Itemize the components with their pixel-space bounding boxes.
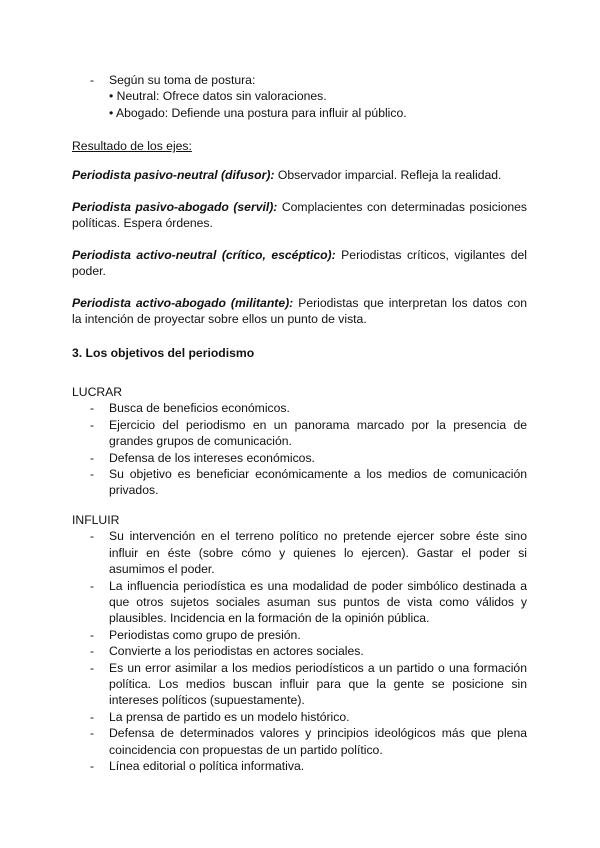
entry-desc: Periodistas que interpretan los datos con la intención de proyectar sobre ellos un punto de vista.	[72, 296, 527, 327]
list-item: - Busca de beneficios económicos.	[90, 401, 290, 416]
resultado-entry	[72, 167, 527, 183]
postura-list	[72, 72, 527, 121]
influir-label: INFLUIR	[72, 513, 120, 527]
entry-term: Periodista pasivo-neutral (difusor):	[72, 168, 275, 182]
section-title: 3. Los objetivos del periodismo	[72, 346, 255, 360]
influir-section	[72, 512, 527, 775]
lucrar-label: LUCRAR	[72, 385, 123, 399]
entry-term: Periodista activo-neutral (crítico, escéptico):	[72, 248, 336, 262]
postura-sub-item: • Neutral: Ofrece datos sin valoraciones.	[109, 89, 327, 104]
list-item: - Línea editorial o política informativa.	[90, 759, 305, 774]
resultado-entry	[72, 199, 527, 232]
postura-sub-item: • Abogado: Defiende una postura para influir al público.	[109, 105, 407, 120]
list-item: - Periodistas como grupo de presión.	[90, 627, 301, 642]
resultado-title: Resultado de los ejes:	[72, 139, 192, 153]
list-item: - Su objetivo es beneficiar económicamente a los medios de comunicación privados.	[90, 467, 527, 498]
entry-term: Periodista pasivo-abogado (servil):	[72, 200, 278, 214]
list-item: - Convierte a los periodistas en actores sociales.	[90, 644, 364, 659]
list-item: - Su intervención en el terreno político no pretende ejercer sobre éste sino influir en éste (sobre cómo y quienes lo ejercen). Gastar el poder si asumimos el poder.	[90, 529, 527, 577]
resultado-entry	[72, 247, 527, 280]
list-item: - Es un error asimilar a los medios periodísticos a un partido o una formación política. Los medios buscan influir para que la gente se posicione sin intereses políticos (supuestamente).	[90, 660, 527, 708]
list-item: - Ejercicio del periodismo en un panorama marcado por la presencia de grandes grupos de comunicación.	[90, 417, 527, 449]
list-item: - Según su toma de postura:	[90, 73, 256, 87]
resultado-entry	[72, 295, 527, 328]
lucrar-section	[72, 384, 527, 499]
list-item: - La prensa de partido es un modelo histórico.	[90, 709, 350, 724]
entry-term: Periodista activo-abogado (militante):	[72, 296, 294, 310]
entry-desc: Observador imparcial. Refleja la realidad.	[274, 168, 502, 182]
entry-desc: Periodistas críticos, vigilantes del poder.	[72, 248, 527, 279]
entry-desc: Complacientes con determinadas posiciones políticas. Espera órdenes.	[72, 200, 527, 231]
postura-heading: Según su toma de postura:	[109, 73, 256, 87]
list-item: - Defensa de determinados valores y principios ideológicos más que plena coincidencia con propuestas de un partido político.	[90, 726, 527, 757]
list-item: - Defensa de los intereses económicos.	[90, 450, 315, 465]
list-item: - La influencia periodística es una modalidad de poder simbólico destinada a que otros sujetos sociales asuman sus puntos de vista como válidos y plausibles. Incidencia en la formación de la opinión pública.	[90, 578, 527, 626]
